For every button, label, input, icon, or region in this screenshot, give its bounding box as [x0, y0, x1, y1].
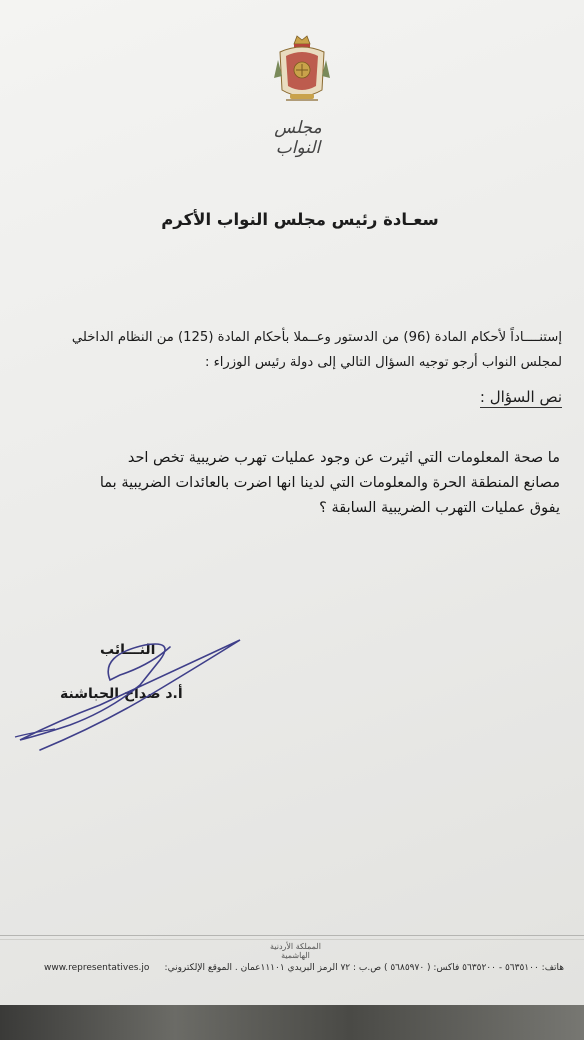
signatory-name: أ.د صداح الحباشنة — [60, 686, 183, 702]
addressee-line: سعـادة رئيس مجلس النواب الأكرم — [161, 210, 439, 229]
question-heading: نص السؤال : — [479, 388, 562, 406]
council-logo: مجلس النواب — [274, 118, 322, 158]
handwritten-signature — [0, 625, 260, 765]
desk-surface — [0, 1005, 584, 1040]
intro-line-1: إستنــــاداً لأحكام المادة (96) من الدستور وعــملا بأحكام المادة (125) من النظام الداخلي — [71, 330, 562, 345]
footer-seal-text: المملكة الأردنية الهاشمية — [270, 942, 321, 960]
question-line-2: مصانع المنطقة الحرة والمعلومات التي لدينا انها اضرت بالعائدات الضريبية بما — [99, 475, 560, 491]
footer-divider — [0, 935, 584, 936]
signatory-title: النـــائب — [100, 642, 156, 658]
question-line-1: ما صحة المعلومات التي اثيرت عن وجود عمليات تهرب ضريبية تخص احد — [127, 450, 560, 466]
footer-website-link[interactable]: www.representatives.jo — [44, 963, 150, 973]
question-line-3: يفوق عمليات التهرب الضريبية السابقة ؟ — [319, 500, 560, 516]
intro-line-2: لمجلس النواب أرجو توجيه السؤال التالي إلى دولة رئيس الوزراء : — [204, 355, 562, 370]
footer-divider-secondary — [0, 939, 584, 940]
coat-of-arms-icon — [272, 30, 332, 110]
footer-contact: هاتف: ٥٦٣٥١٠٠ - ٥٦٣٥٢٠٠ فاكس: ( ٥٦٨٥٩٧٠ ) ص.ب : ٧٢ الرمز البريدي ١١١٠١عمان . الموقع الإلكتروني: — [164, 963, 564, 973]
